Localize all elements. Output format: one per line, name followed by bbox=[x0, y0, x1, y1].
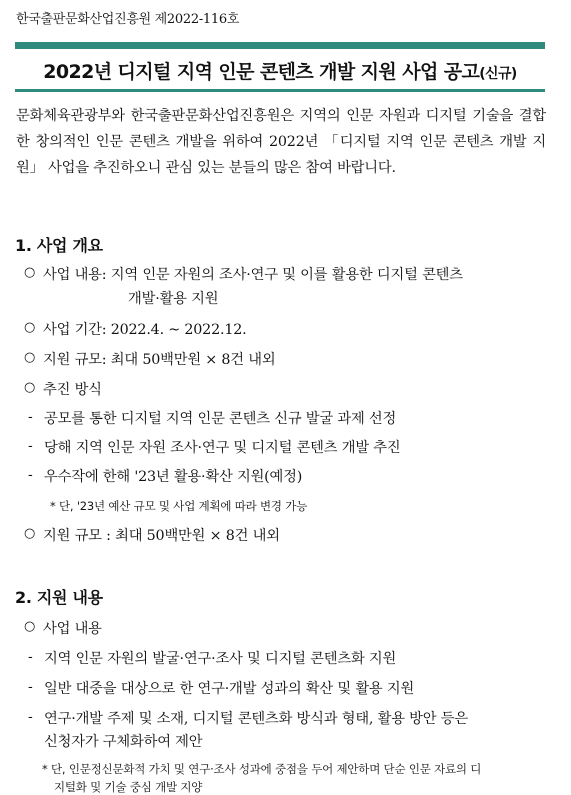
bullet-circle: ○ bbox=[24, 619, 36, 634]
title-top-rule bbox=[15, 42, 545, 49]
bullet-circle: ○ bbox=[24, 320, 36, 335]
bullet-circle: ○ bbox=[24, 526, 36, 541]
s1-scale: 지원 규모: 최대 50백만원 × 8건 내외 bbox=[43, 352, 276, 368]
bullet-dash: - bbox=[28, 709, 33, 725]
s1-period: 사업 기간: 2022.4. ~ 2022.12. bbox=[43, 322, 247, 338]
s1-method-item: 당해 지역 인문 자원 조사·연구 및 디지털 콘텐츠 개발 추진 bbox=[44, 440, 401, 456]
title-main: 2022년 디지털 지역 인문 콘텐츠 개발 지원 사업 공고 bbox=[43, 61, 480, 83]
bullet-dash: - bbox=[28, 679, 33, 695]
s1-method-note: * 단, '23년 예산 규모 및 사업 계획에 따라 변경 가능 bbox=[50, 499, 308, 513]
s1-content: 사업 내용: 지역 인문 자원의 조사·연구 및 이를 활용한 디지털 콘텐츠 bbox=[43, 267, 463, 283]
bullet-circle: ○ bbox=[24, 265, 36, 280]
bullet-dash: - bbox=[28, 649, 33, 665]
s2-item: 일반 대중을 대상으로 한 연구·개발 성과의 확산 및 활용 지원 bbox=[44, 681, 415, 697]
bullet-dash: - bbox=[28, 438, 33, 454]
document-number: 한국출판문화산업진흥원 제2022-116호 bbox=[16, 12, 240, 27]
s1-scale2: 지원 규모 : 최대 50백만원 × 8건 내외 bbox=[43, 528, 280, 544]
s2-item: 연구·개발 주제 및 소재, 디지털 콘텐츠화 방식과 형태, 활용 방안 등은 bbox=[44, 711, 468, 727]
s1-method-item: 공모를 통한 디지털 지역 인문 콘텐츠 신규 발굴 과제 선정 bbox=[44, 411, 397, 427]
s2-item: 지역 인문 자원의 발굴·연구·조사 및 디지털 콘텐츠화 지원 bbox=[44, 651, 397, 667]
s1-method: 추진 방식 bbox=[43, 382, 102, 398]
s2-note-line2: 지털화 및 기술 중심 개발 지양 bbox=[54, 780, 203, 794]
s2-content: 사업 내용 bbox=[43, 621, 102, 637]
s1-method-item: 우수작에 한해 '23년 활용·확산 지원(예정) bbox=[44, 469, 303, 485]
title-suffix: (신규) bbox=[479, 66, 517, 82]
bullet-circle: ○ bbox=[24, 350, 36, 365]
s2-item-cont: 신청자가 구체화하여 제안 bbox=[44, 734, 203, 750]
section1-heading: 1. 사업 개요 bbox=[15, 236, 103, 255]
s2-note-line1: * 단, 인문정신문화적 가치 및 연구·조사 성과에 중점을 두어 제안하며 단순 인문 자료의 디 bbox=[42, 762, 482, 776]
bullet-dash: - bbox=[28, 409, 33, 425]
bullet-circle: ○ bbox=[24, 380, 36, 395]
intro-paragraph: 문화체육관광부와 한국출판문화산업진흥원은 지역의 인문 자원과 디지털 기술을 결합한 창의적인 인문 콘텐츠 개발을 위하여 2022년 「디지털 지역 인문 콘텐츠 개발 지원」 사업을 추진하오니 관심 있는 분들의 많은 참여 바랍니다. bbox=[16, 108, 546, 176]
bullet-dash: - bbox=[28, 467, 33, 483]
s1-content-cont: 개발·활용 지원 bbox=[128, 291, 219, 307]
title-bottom-rule bbox=[15, 89, 545, 92]
section2-heading: 2. 지원 내용 bbox=[15, 588, 103, 607]
page-title bbox=[15, 57, 545, 84]
